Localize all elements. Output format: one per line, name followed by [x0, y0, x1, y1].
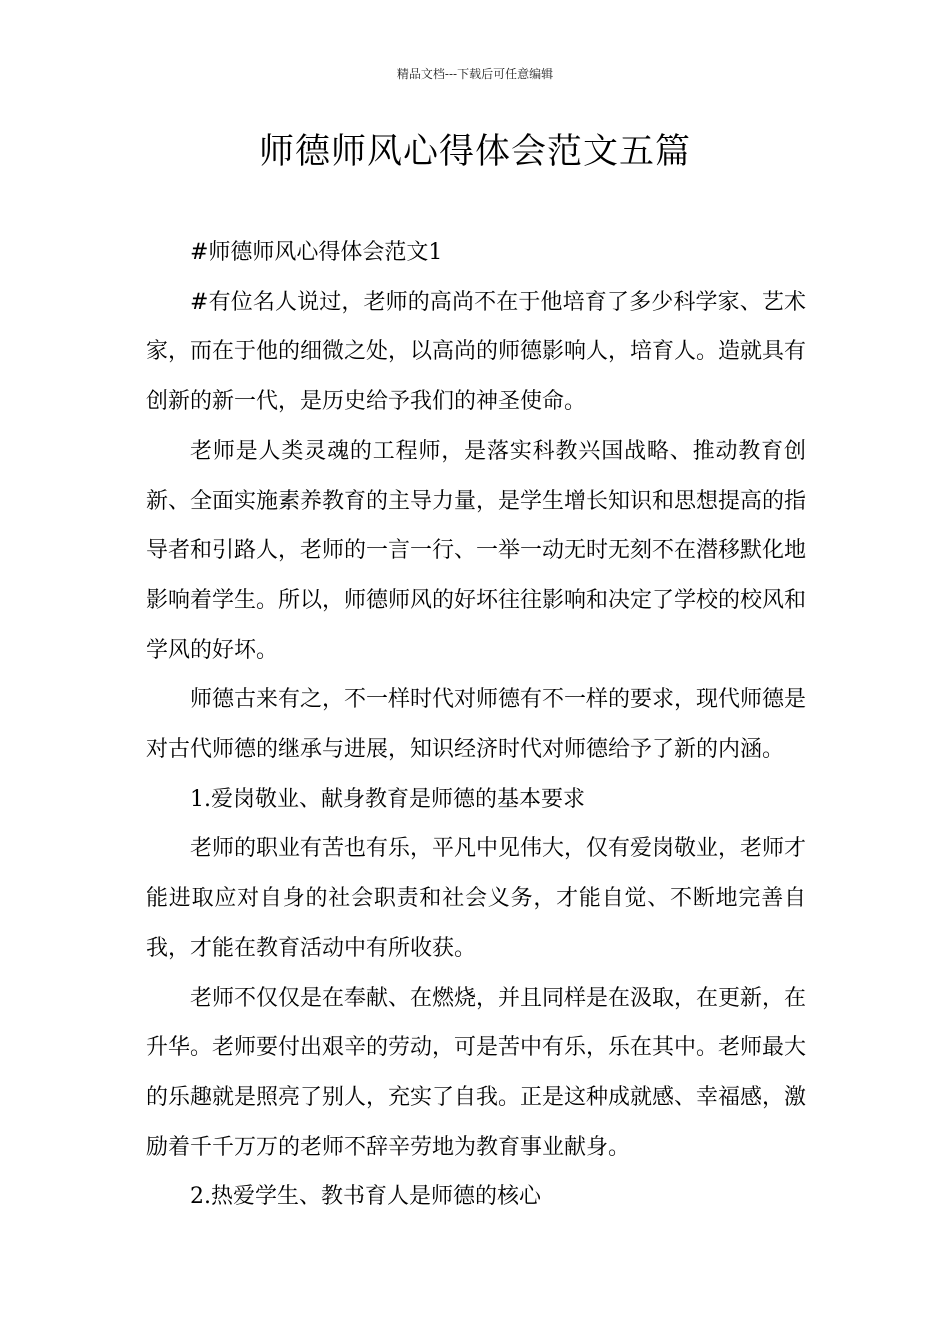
paragraph-intro: #有位名人说过，老师的高尚不在于他培育了多少科学家、艺术家，而在于他的细微之处，以高尚的师德影响人，培育人。造就具有创新的新一代，是历史给予我们的神圣使命。: [146, 289, 807, 415]
paragraph-point-1-heading: 1.爱岗敬业、献身教育是师德的基本要求: [190, 786, 585, 812]
paragraph-point-2-heading: 2.热爱学生、教书育人是师德的核心: [190, 1184, 541, 1210]
paragraph-ethics-history: 师德古来有之，不一样时代对师德有不一样的要求，现代师德是对古代师德的继承与进展，知识经济时代对师德给予了新的内涵。: [146, 687, 807, 763]
document-body: [146, 228, 806, 1222]
paragraph-point-1-joy: 老师不仅仅是在奉献、在燃烧，并且同样是在汲取，在更新，在升华。老师要付出艰辛的劳动，可是苦中有乐，乐在其中。老师最大的乐趣就是照亮了别人，充实了自我。正是这种成就感、幸福感，激励着千千万万的老师不辞辛劳地为教育事业献身。: [146, 985, 807, 1160]
paragraph-teacher-role: 老师是人类灵魂的工程师，是落实科教兴国战略、推动教育创新、全面实施素养教育的主导力量，是学生增长知识和思想提高的指导者和引路人，老师的一言一行、一举一动无时无刻不在潜移默化地影响着学生。所以，师德师风的好坏往往影响和决定了学校的校风和学风的好坏。: [146, 438, 807, 663]
page-header-note: 精品文档---下载后可任意编辑: [396, 67, 554, 81]
document-title: 师德师风心得体会范文五篇: [258, 132, 691, 172]
paragraph-section-heading-1: #师德师风心得体会范文1: [190, 240, 443, 265]
paragraph-point-1-body: 老师的职业有苦也有乐，平凡中见伟大，仅有爱岗敬业，老师才能进取应对自身的社会职责和社会义务，才能自觉、不断地完善自我，才能在教育活动中有所收获。: [146, 836, 807, 961]
